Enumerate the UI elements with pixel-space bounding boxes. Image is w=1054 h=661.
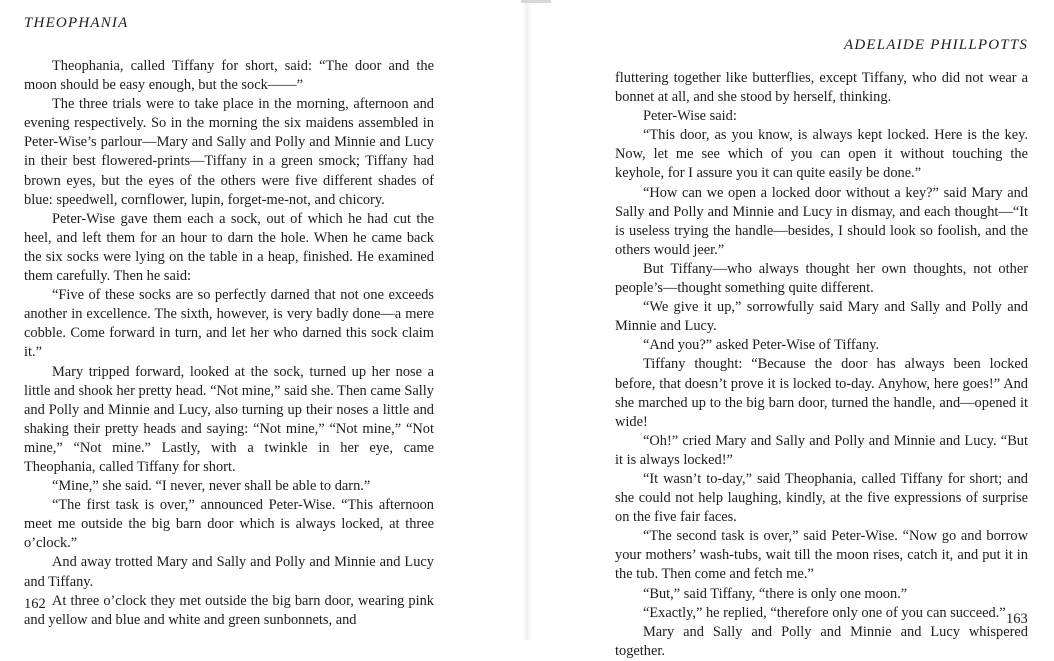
paragraph: “We give it up,” sorrowfully said Mary and Sally and Polly and Minnie and Lucy. (615, 299, 1028, 335)
paragraph: “And you?” asked Peter-Wise of Tiffany. (643, 337, 880, 354)
paragraph: Peter-Wise gave them each a sock, out of which he had cut the heel, and left them for an hour to darn the hole. When he came back the six socks were lying on the table in a heap, finished. He examined them carefully. Then he said: (24, 210, 434, 285)
right-page-text (615, 69, 1028, 661)
paragraph: The three trials were to take place in the morning, afternoon and evening respectively. So in the morning the six maidens assembled in Peter-Wise’s parlour—Mary and Sally and Polly and Minnie and Lucy in their best flowered-prints—Tiffany in a green smock; Tiffany had brown eyes, but the eyes of the others were five different shades of blue: speedwell, cornflower, lupin, forget-me-not, and chicory. (24, 96, 434, 208)
paragraph: Tiffany thought: “Because the door has always been locked before, that doesn’t prove it is locked to-day. Anyhow, here goes!” And she marched up to the big barn door, turned the handle, and—opened it wide! (615, 356, 1028, 430)
paragraph: “This door, as you know, is always kept locked. Here is the key. Now, let me see which of you can open it without touching the keyhole, for I assure you it can quite easily be done.” (615, 127, 1028, 182)
left-page (0, 0, 527, 640)
paragraph: “Mine,” she said. “I never, never shall be able to darn.” (52, 478, 371, 495)
paragraph: “It wasn’t to-day,” said Theophania, called Tiffany for short; and she could not help laughing, kindly, at the five expressions of surprise on the five fair faces. (615, 470, 1028, 526)
left-page-text (24, 57, 434, 630)
continued-paragraph: fluttering together like butterflies, except Tiffany, who did not wear a bonnet at all, and she stood by herself, thinking. (615, 70, 1028, 106)
paragraph: “How can we open a locked door without a key?” said Mary and Sally and Polly and Minnie and Lucy in dismay, and each thought—“It is useless trying the handle—besides, I should look so foolish, and the others would jeer.” (615, 184, 1028, 258)
right-page (527, 0, 1054, 659)
paragraph: But Tiffany—who always thought her own thoughts, not other people’s—thought something quite different. (615, 260, 1028, 297)
page-number-right: 163 (1006, 611, 1028, 627)
paragraph: “Oh!” cried Mary and Sally and Polly and Minnie and Lucy. “But it is always locked!” (615, 432, 1028, 468)
paragraph: And away trotted Mary and Sally and Polly and Minnie and Lucy and Tiffany. (24, 554, 434, 590)
paragraph: At three o’clock they met outside the big barn door, wearing pink and yellow and blue and white and green sunbonnets, and (24, 592, 434, 628)
paragraph: Theophania, called Tiffany for short, said: “The door and the moon should be easy enough, but the sock——” (24, 58, 434, 94)
paragraph: “But,” said Tiffany, “there is only one moon.” (643, 585, 908, 602)
running-head-left: THEOPHANIA (24, 15, 129, 31)
page-number-left: 162 (24, 596, 46, 612)
paragraph: Peter-Wise said: (643, 108, 737, 125)
paragraph: “Five of these socks are so perfectly darned that not one exceeds another in excellence. The sixth, however, is very badly done—a mere cobble. Come forward in turn, and let her who darned this sock claim it.” (24, 287, 434, 361)
paragraph: Mary tripped forward, looked at the sock, turned up her nose a little and shook her pretty head. “Not mine,” said she. Then came Sally and Polly and Minnie and Lucy, also turning up their noses a little and shaking their pretty heads and saying: “Not mine,” “Not mine,” “Not mine,” “Not mine.” Lastly, with a twinkle in her eye, came Theophania, called Tiffany for short. (24, 363, 434, 475)
paragraph: Mary and Sally and Polly and Minnie and Lucy whispered together. (615, 623, 1028, 659)
running-head-right: ADELAIDE PHILLPOTTS (844, 37, 1029, 53)
paragraph: “Exactly,” he replied, “therefore only one of you can succeed.” (643, 604, 1006, 621)
paragraph: “The first task is over,” announced Peter-Wise. “This afternoon meet me outside the big barn door which is always locked, at three o’clock.” (24, 497, 434, 552)
paragraph: “The second task is over,” said Peter-Wise. “Now go and borrow your mothers’ wash-tubs, wait till the moon rises, catch it, and put it in the tub. Then come and fetch me.” (615, 528, 1028, 583)
